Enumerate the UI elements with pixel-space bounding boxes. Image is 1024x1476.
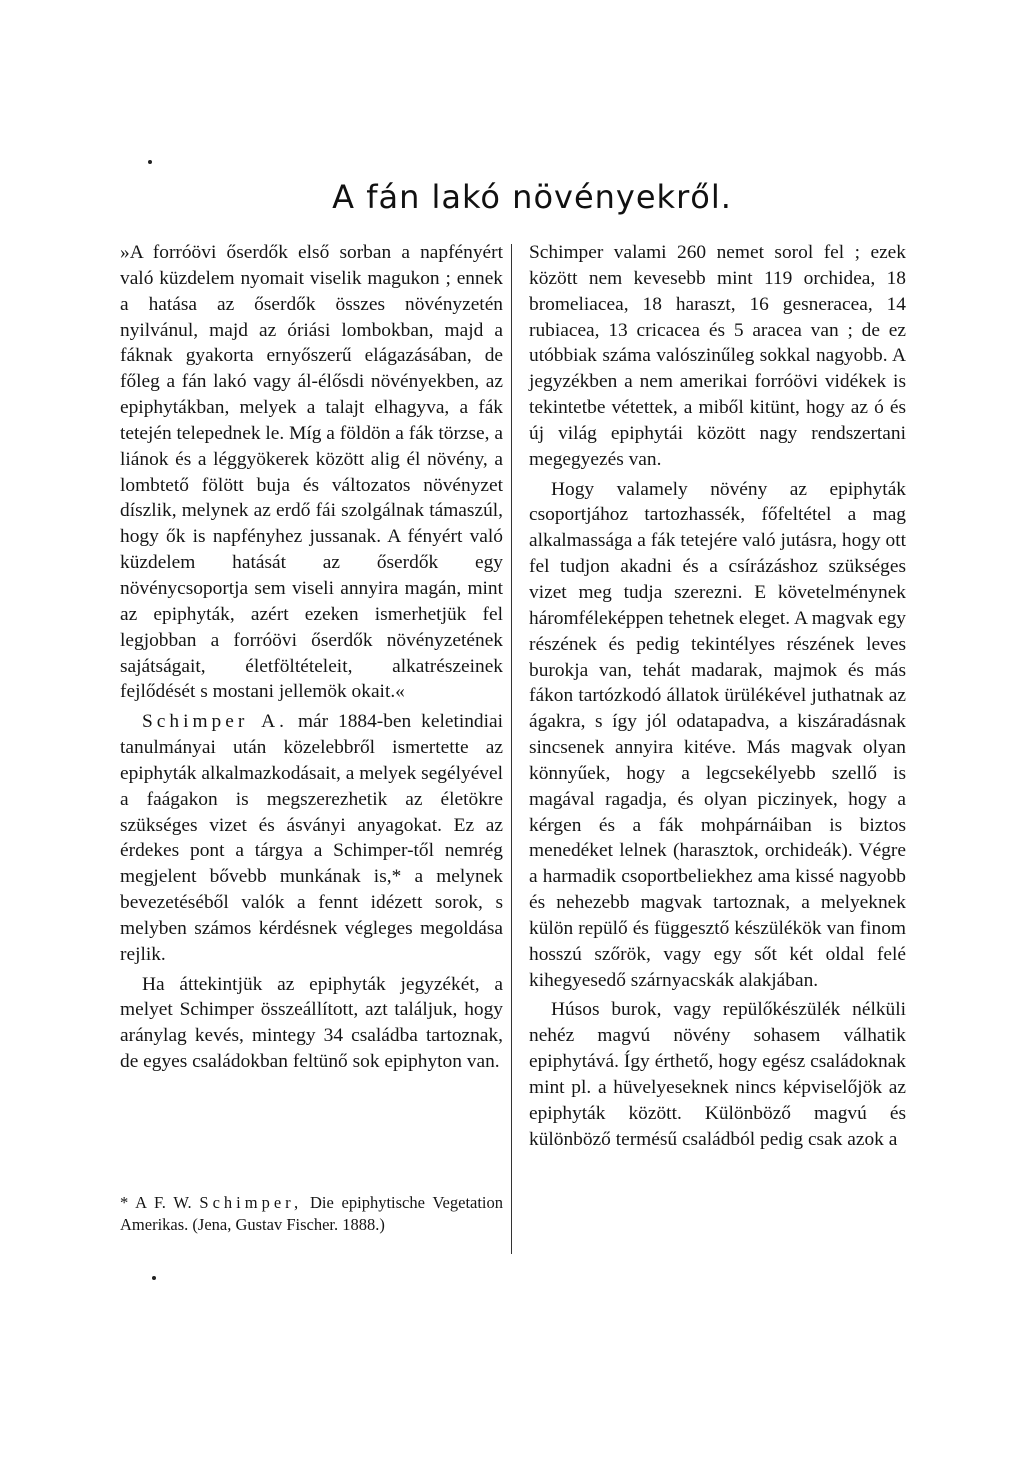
ink-dot (152, 1276, 156, 1280)
paragraph-seeds: Hogy valamely növény az epiphyták csoportjához tartozhassék, főfeltétel a mag alkalmassága a fák tetejére való jutásra, hogy ott fel tudjon akadni és a csírázáshoz szükséges vizet meg tudja szerezni. E követelménynek háromféleképpen tehetnek eleget. A magvak egy részének és pedig tekintélyes részének leves burokja van, tehát madarak, majmok és más fákon tartózkodó állatok ürülékével juthatnak az ágakra, s így jól odatapadva, a kiszáradásnak sincsenek annyira kitéve. Más magvak olyan könnyűek, hogy a legcsekélyebb szellő is magával ragadja, és olyan piczinyek, hogy a kérgen és a fák mohpárnáiban is biztos menedéket lelnek (harasztok, orchideák). Végre a harmadik csoportbeliekhez ama kissé nagyobb és nehezebb magvak tartoznak, a melyeknek külön repülő és függesztő készülékök van finom hosszú szőrök, vagy egy sőt két oldal felé kihegyesedő szárnyacskák alakjában. (529, 478, 906, 991)
footnote-author: Schimper, (199, 1193, 303, 1212)
paragraph-families: Ha áttekintjük az epiphyták jegyzékét, a melyet Schimper összeállított, azt találjuk, hogy aránylag kevés, mintegy 34 családba tartoznak, de egyes családokban feltünő sok epiphyton van. (120, 973, 503, 1073)
ink-dot (148, 160, 152, 164)
page-title: A fán lakó növényekről. (332, 178, 732, 216)
left-column (120, 240, 503, 1075)
footnote-text: Die epiphytische Vegetation Amerikas. (Jena, Gustav Fischer. 1888.) (120, 1193, 504, 1234)
column-divider (511, 244, 512, 1254)
author-name: Schimper A. (142, 711, 289, 733)
paragraph-counts: Schimper valami 260 nemet sorol fel ; ezek között nem kevesebb mint 119 orchidea, 18 bromeliacea, 18 haraszt, 16 gesneracea, 14 rubiacea, 13 cricacea és 5 aracea van ; de ez utóbbiak száma valószinűleg sokkal nagyobb. A jegyzékben a nem amerikai forróövi vidékek is tekintetbe vétettek, a miből kitünt, hogy az ó és új világ epiphytái között nagy rendszertani megegyezés van. (529, 242, 906, 470)
paragraph-intro-quote: »A forróövi őserdők első sorban a napfényért való küzdelem nyomait viselik magukon ; ennek a hatása az őserdők összes növényzetén nyilvánul, majd az óriási lombokban, majd a fáknak gyakorta ernyőszerű elágazásában, de főleg a fán lakó vagy ál-élősdi növényekben, az epiphytákban, melyek a talajt elhagyva, a fák tetején telepednek le. Míg a földön a fák törzse, a liánok és a léggyökerek között alig él növény, a lombtető fölött buja és változatos növényzet díszlik, melynek az erdő fái szolgálnak támaszúl, hogy ők is napfényhez jussanak. A fényért való küzdelem hatását az őserdők egy növénycsoportja sem viseli annyira magán, mint az epiphyták, azért ezeken ismerhetjük fel legjobban a forróövi őserdők növényzetének sajátságait, életföltételeit, alkatrészeinek fejlődését s mostani jellemök okait.« (120, 242, 503, 703)
paragraph-schimper (120, 709, 503, 967)
footnote (120, 1192, 503, 1236)
footnote-marker: * A F. W. (120, 1193, 192, 1212)
paragraph-conclusion: Húsos burok, vagy repülőkészülék nélküli nehéz magvú növény sohasem válhatik epiphytává. Így érthető, hogy egész családoknak mint pl. a hüvelyeseknek nincs képviselőjök az epiphyták között. Különböző magvú és különböző termésű családból pedig csak azok a (529, 999, 906, 1150)
paragraph-schimper-text: már 1884-ben keletindiai tanulmányai után közelebbről ismertette az epiphyták alkalmazkodásait, a melyek segélyével a faágakon is megszerezhetik az életökre szükséges vizet és ásványi anyagokat. Ez az érdekes pont a tárgya a Schimper-től nemrég megjelent bővebb munkának is,* a melynek bevezetéséből valók a fennt idézett sorok, s melyben számos kérdésnek végleges megoldása rejlik. (120, 711, 503, 965)
right-column (529, 240, 906, 1153)
